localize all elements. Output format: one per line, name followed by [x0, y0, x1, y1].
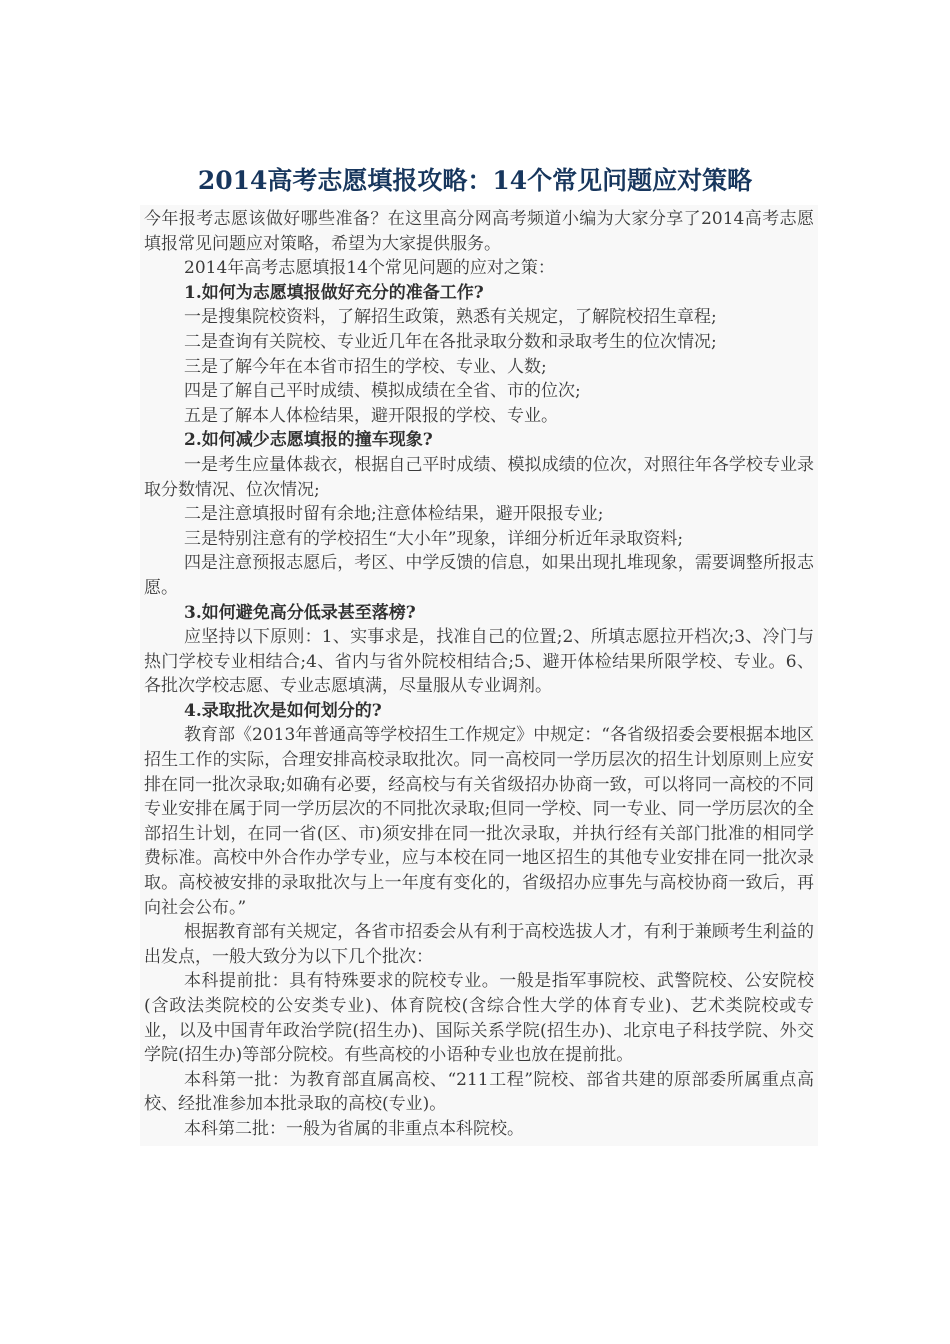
q1-item: 二是查询有关院校、专业近几年在各批录取分数和录取考生的位次情况;: [184, 331, 717, 352]
question-2-heading: 2.如何减少志愿填报的撞车现象?: [184, 430, 433, 451]
q4-paragraph: 本科提前批：具有特殊要求的院校专业。一般是指军事院校、武警院校、公安院校(含政法类院校的公安类专业)、体育院校(含综合性大学的体育专业)、艺术类院校或专业，以及中国青年政治学院(招生办)、国际关系学院(招生办)、北京电子科技学院、外交学院(招生办)等部分院校。有些高校的小语种专业也放在提前批。: [144, 971, 814, 1066]
document-title: 2014高考志愿填报攻略：14个常见问题应对策略: [197, 166, 753, 195]
question-4-heading: 4.录取批次是如何划分的?: [184, 700, 382, 721]
q2-item: 一是考生应量体裁衣，根据自己平时成绩、模拟成绩的位次，对照往年各学校专业录取分数情况、位次情况;: [144, 454, 814, 500]
q4-paragraph: 根据教育部有关规定，各省市招委会从有利于高校选拔人才，有利于兼顾考生利益的出发点，一般大致分为以下几个批次：: [144, 922, 814, 967]
q3-text: 应坚持以下原则：1、实事求是，找准自己的位置;2、所填志愿拉开档次;3、冷门与热门学校专业相结合;4、省内与省外院校相结合;5、避开体检结果所限学校、专业。6、各批次学校志愿、专业志愿填满，尽量服从专业调剂。: [144, 627, 814, 697]
q1-item: 五是了解本人体检结果，避开限报的学校、专业。: [184, 405, 558, 426]
q2-item: 二是注意填报时留有余地;注意体检结果，避开限报专业;: [184, 504, 604, 525]
article-body: [140, 205, 818, 1146]
q1-item: 四是了解自己平时成绩、模拟成绩在全省、市的位次;: [184, 381, 581, 402]
q4-paragraph: 教育部《2013年普通高等学校招生工作规定》中规定：“各省级招委会要根据本地区招生工作的实际，合理安排高校录取批次。同一高校同一学历层次的招生计划原则上应安排在同一批次录取;如确有必要，经高校与有关省级招办协商一致，可以将同一高校的不同专业安排在属于同一学历层次的不同批次录取;但同一学校、同一专业、同一学历层次的全部招生计划，在同一省(区、市)须安排在同一批次录取，并执行经有关部门批准的相同学费标准。高校中外合作办学专业，应与本校在同一地区招生的其他专业安排在同一批次录取。高校被安排的录取批次与上一年度有变化的，省级招办应事先与高校协商一致后，再向社会公布。”: [144, 725, 814, 918]
q4-paragraph: 本科第一批：为教育部直属高校、“211工程”院校、部省共建的原部委所属重点高校、经批准参加本批录取的高校(专业)。: [144, 1069, 814, 1115]
q1-item: 一是搜集院校资料，了解招生政策，熟悉有关规定，了解院校招生章程;: [184, 307, 717, 328]
q2-item: 四是注意预报志愿后，考区、中学反馈的信息，如果出现扎堆现象，需要调整所报志愿。: [144, 553, 814, 598]
intro-paragraph: 今年报考志愿该做好哪些准备？在这里高分网高考频道小编为大家分享了2014高考志愿填报常见问题应对策略，希望为大家提供服务。: [144, 209, 814, 254]
q4-paragraph: 本科第二批：一般为省属的非重点本科院校。: [184, 1118, 524, 1139]
question-3-heading: 3.如何避免高分低录甚至落榜?: [184, 602, 416, 623]
q1-item: 三是了解今年在本省市招生的学校、专业、人数;: [184, 356, 547, 377]
question-1-heading: 1.如何为志愿填报做好充分的准备工作?: [184, 282, 484, 303]
section-subtitle: 2014年高考志愿填报14个常见问题的应对之策：: [184, 258, 555, 279]
q2-item: 三是特别注意有的学校招生“大小年”现象，详细分析近年录取资料;: [184, 528, 684, 549]
